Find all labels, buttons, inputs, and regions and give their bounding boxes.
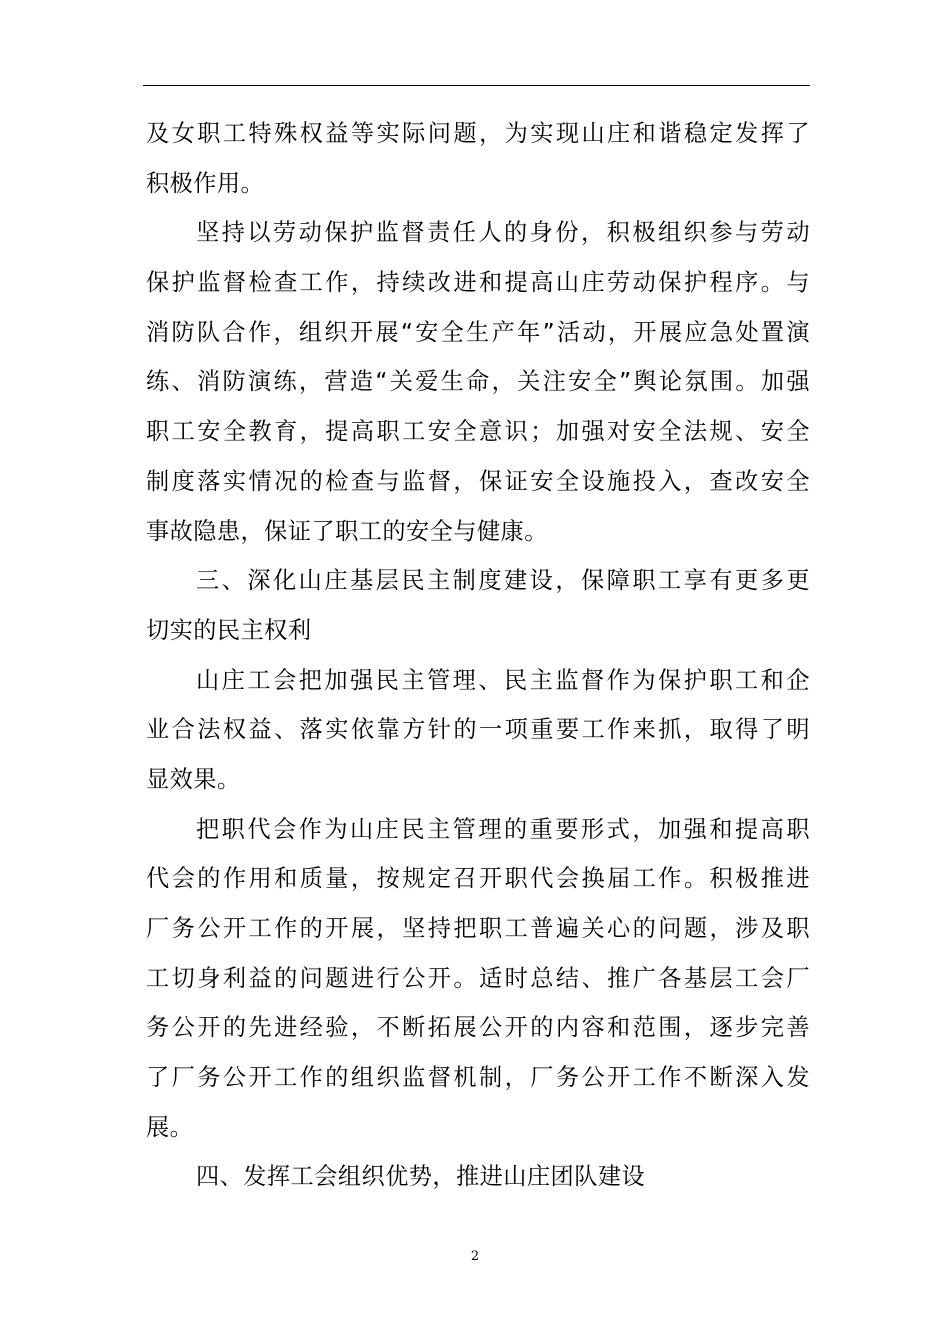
text-line: 消防队合作，组织开展“安全生产年”活动，开展应急处置演 <box>146 318 810 346</box>
text-line: 把职代会作为山庄民主管理的重要形式，加强和提高职 <box>196 815 810 843</box>
text-line: 职工安全教育，提高职工安全意识；加强对安全法规、安全 <box>146 418 810 446</box>
text-line: 积极作用。 <box>146 169 265 197</box>
text-line: 工切身利益的问题进行公开。适时总结、推广各基层工会厂 <box>146 964 810 992</box>
text-line: 练、消防演练，营造“关爱生命，关注安全”舆论氛围。加强 <box>146 368 810 396</box>
text-line: 保护监督检查工作，持续改进和提高山庄劳动保护程序。与 <box>146 269 810 297</box>
text-line: 显效果。 <box>146 765 241 793</box>
text-line: 了厂务公开工作的组织监督机制，厂务公开工作不断深入发 <box>146 1064 810 1092</box>
text-line: 厂务公开工作的开展，坚持把职工普遍关心的问题，涉及职 <box>146 915 810 942</box>
header-rule <box>143 85 810 86</box>
text-line: 三、深化山庄基层民主制度建设，保障职工享有更多更 <box>196 567 810 595</box>
page-number: 2 <box>470 1249 480 1264</box>
text-line: 坚持以劳动保护监督责任人的身份，积极组织参与劳动 <box>196 219 810 247</box>
text-line: 及女职工特殊权益等实际问题，为实现山庄和谐稳定发挥了 <box>146 120 810 147</box>
document-body <box>146 109 810 1202</box>
text-line: 四、发挥工会组织优势，推进山庄团队建设 <box>196 1163 646 1191</box>
text-line: 事故隐患，保证了职工的安全与健康。 <box>146 517 548 545</box>
text-line: 代会的作用和质量，按规定召开职代会换届工作。积极推进 <box>146 865 810 893</box>
text-line: 务公开的先进经验，不断拓展公开的内容和范围，逐步完善 <box>146 1014 810 1042</box>
text-line: 制度落实情况的检查与监督，保证安全设施投入，查改安全 <box>146 467 810 495</box>
text-line: 业合法权益、落实依靠方针的一项重要工作来抓，取得了明 <box>146 716 810 744</box>
text-line: 山庄工会把加强民主管理、民主监督作为保护职工和企 <box>196 666 810 694</box>
text-line: 展。 <box>146 1113 194 1141</box>
text-line: 切实的民主权利 <box>146 616 312 644</box>
